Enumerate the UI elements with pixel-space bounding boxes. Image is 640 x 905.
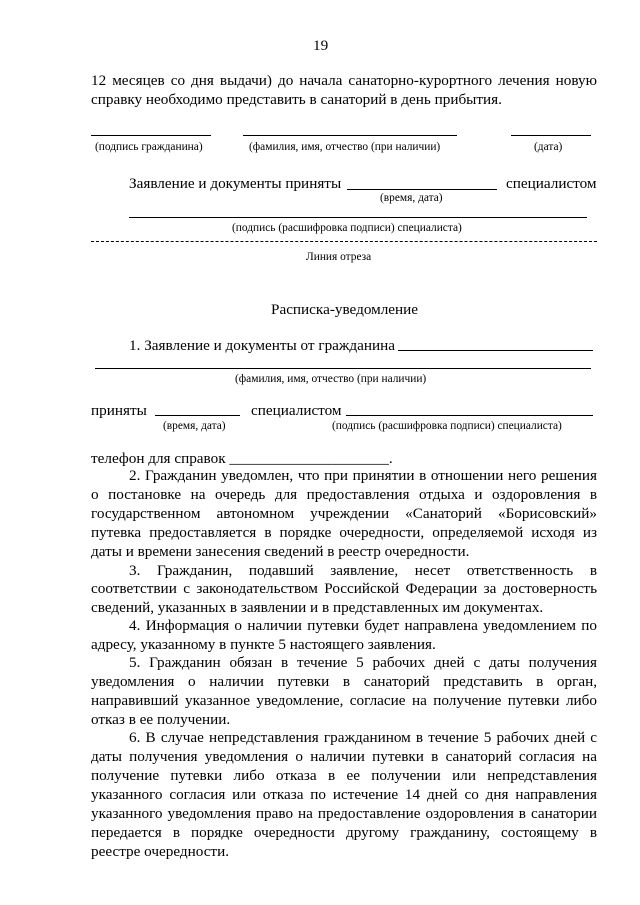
receipt-time-line xyxy=(155,415,240,416)
paragraph-line: 5. Гражданин обязан в течение 5 рабочих дней с даты получения xyxy=(129,654,597,671)
citizen-fullname-line xyxy=(95,368,591,369)
paragraph-line: государственном автономном учреждении «Санаторий «Борисовский» xyxy=(91,505,597,522)
paragraph-line: передается в порядке очередности другому гражданину, состоящему в xyxy=(91,824,597,841)
receipt-phone: телефон для справок _____________________. xyxy=(91,450,393,467)
paragraph-line: о постановке на очередь для предоставления отдыха и оздоровления в xyxy=(91,486,597,503)
paragraph-line: указанного уведомления право на предоставление оздоровления в санатории xyxy=(91,805,597,822)
paragraph-line: сведений, указанных в заявлении и в представленных им документах. xyxy=(91,599,544,616)
cut-line-label: Линия отреза xyxy=(306,251,372,263)
citizen-signature-caption: (подпись гражданина) xyxy=(95,141,203,153)
paragraph-line: направивший указанное уведомление, согласие на получение путевки либо xyxy=(91,692,597,709)
receipt-specialist: специалистом xyxy=(251,402,342,419)
paragraph-line: 6. В случае непредставления гражданином в течение 5 рабочих дней с xyxy=(129,729,597,746)
paragraph-line: соответствии с законодательством Российской Федерации за достоверность xyxy=(91,580,597,597)
specialist-signature-caption: (подпись (расшифровка подписи) специалиста) xyxy=(232,222,462,234)
full-name-line xyxy=(243,135,457,136)
paragraph-line: даты получения уведомления о наличии путевки в санаторий согласия на xyxy=(91,748,597,765)
date-line xyxy=(511,135,591,136)
paragraph-line: путевка предоставляется в порядке очередности, определяемой исходя из xyxy=(91,524,597,541)
body-line: справку необходимо представить в санаторий в день прибытия. xyxy=(91,91,502,108)
paragraph-line: уведомления о наличии путевки в санаторий представить в орган, xyxy=(91,673,597,690)
receipt-item1: 1. Заявление и документы от гражданина xyxy=(129,337,396,354)
paragraph-line: реестре очередности. xyxy=(91,843,229,860)
full-name-caption: (фамилия, имя, отчество (при наличии) xyxy=(249,141,441,153)
date-caption: (дата) xyxy=(534,141,563,153)
paragraph-line: получение путевки либо отказа в ее получении или непредставления xyxy=(91,767,597,784)
body-line: 12 месяцев со дня выдачи) до начала санаторно-курортного лечения новую xyxy=(91,72,597,89)
receipt-specialist-caption: (подпись (расшифровка подписи) специалиста) xyxy=(332,420,562,432)
paragraph-line: 2. Гражданин уведомлен, что при принятии в отношении него решения xyxy=(129,467,597,484)
receipt-full-name-caption: (фамилия, имя, отчество (при наличии) xyxy=(235,373,427,385)
paragraph-line: адресу, указанному в пункте 5 настоящего заявления. xyxy=(91,636,436,653)
paragraph-line: 4. Информация о наличии путевки будет направлена уведомлением по xyxy=(129,617,597,634)
cut-line xyxy=(91,241,597,242)
citizen-name-line xyxy=(398,350,593,351)
specialist-signature-line xyxy=(129,217,587,218)
acceptance-suffix: специалистом xyxy=(506,175,597,192)
acceptance-prefix: Заявление и документы приняты xyxy=(129,175,342,192)
acceptance-time-caption: (время, дата) xyxy=(380,192,443,204)
paragraph-line: указанного согласия или отказа по истечение 14 дней со дня направления xyxy=(91,786,597,803)
paragraph-line: даты и времени занесения сведений в реестр очередности. xyxy=(91,543,470,560)
citizen-signature-line xyxy=(91,135,211,136)
paragraph-line: отказ в ее получении. xyxy=(91,711,231,728)
receipt-accepted: приняты xyxy=(91,402,147,419)
receipt-time-caption: (время, дата) xyxy=(163,420,226,432)
page-number: 19 xyxy=(313,37,329,54)
paragraph-line: 3. Гражданин, подавший заявление, несет ответственность в xyxy=(129,562,597,579)
receipt-specialist-line xyxy=(346,415,593,416)
acceptance-time-line xyxy=(347,189,497,190)
receipt-title: Расписка-уведомление xyxy=(271,301,419,318)
